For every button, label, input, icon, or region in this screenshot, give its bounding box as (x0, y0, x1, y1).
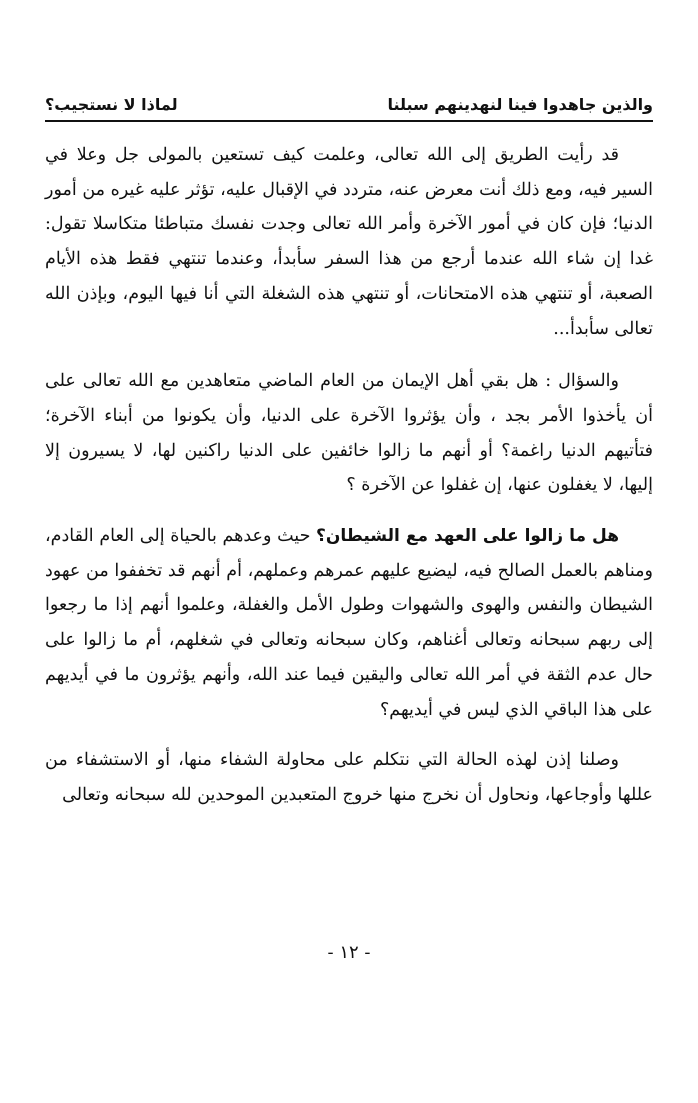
paragraph-4: وصلنا إذن لهذه الحالة التي نتكلم على محاولة الشفاء منها، أو الاستشفاء من عللها وأوجاعها، ونحاول أن نخرج منها خروج المتعبدين الموحدين لله سبحانه وتعالى (45, 750, 653, 805)
paragraph-1: قد رأيت الطريق إلى الله تعالى، وعلمت كيف تستعين بالمولى جل وعلا في السير فيه، ومع ذلك أنت معرض عنه، متردد في الإقبال عليه، تؤثر عليه غيره من أمور الدنيا؛ فإن كان في أمور الآخرة وأمر الله تعالى وجدت نفسك متباطئا متكاسلا تقول: غدا إن شاء الله عندما أرجع من هذا السفر سأبدأ، وعندما تنتهي فقط هذه الأيام الصعبة، أو تنتهي هذه الامتحانات، أو تنتهي هذه الشغلة التي أنا فيها اليوم، وبإذن الله تعالى سأبدأ... (45, 145, 653, 339)
paragraph-3-bold-question: هل ما زالوا على العهد مع الشيطان؟ (316, 526, 619, 547)
running-header-book-title: والذين جاهدوا فينا لنهدينهم سبلنا (387, 95, 653, 114)
running-header-chapter-title: لماذا لا نستجيب؟ (45, 95, 178, 114)
page-number: - ١٢ - (327, 942, 371, 963)
running-header (45, 84, 653, 114)
paragraph-3-text: حيث وعدهم بالحياة إلى العام القادم، ومناهم بالعمل الصالح فيه، ليضيع عليهم عمرهم وعملهم، أم أنهم قد تخففوا من عهود الشيطان والنفس والهوى والشهوات وطول الأمل والغفلة، وعلموا أنهم إذا ما رجعوا إلى ربهم سبحانه وتعالى أغناهم، وكان سبحانه وتعالى في شغلهم، أم ما زالوا على حال عدم الثقة في أمر الله تعالى واليقين فيما عند الله، وأنهم يؤثرون ما في أيديهم على هذا الباقي الذي ليس في أيديهم؟ (45, 526, 653, 720)
body-text (45, 138, 653, 831)
header-rule (45, 120, 653, 122)
paragraph-3 (45, 519, 653, 727)
paragraph-2: والسؤال : هل بقي أهل الإيمان من العام الماضي متعاهدين مع الله تعالى على أن يأخذوا الأمر بجد ، وأن يؤثروا الآخرة على الدنيا، وأن يكونوا من أبناء الآخرة؛ فتأتيهم الدنيا راغمة؟ أو أنهم ما زالوا خائفين على الدنيا راكنين لها، لا يسيرون إلا إليها، لا يغفلون عنها، إن غفلوا عن الآخرة ؟ (45, 371, 653, 496)
